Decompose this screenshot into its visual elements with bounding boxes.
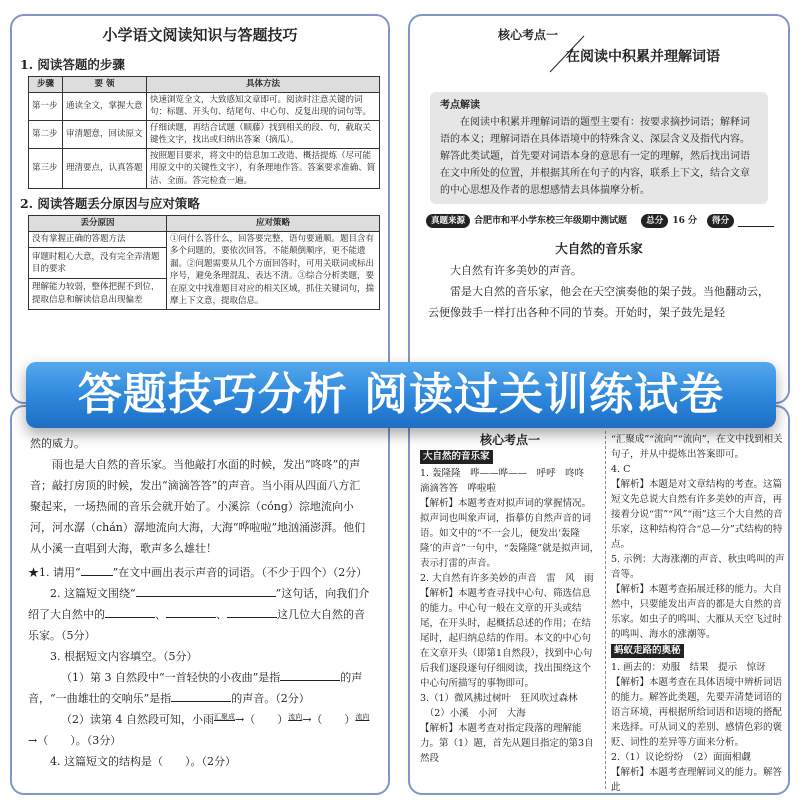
question-text: ”这句话，向我们介绍了大自然中的 (28, 587, 370, 621)
answer-column-left (420, 432, 600, 766)
question-text: 3. 根据短文内容填空。（5分） (50, 650, 198, 663)
paragraph: 大自然有许多美妙的声音。 (450, 264, 582, 277)
steps-table (28, 76, 380, 189)
col-header: 要 领 (63, 77, 147, 93)
box-text: 在阅读中积累并理解词语的题型主要有：按要求摘抄词语；解释词语的本义；理解词语在具体语境中的特殊含义、深层含义及指代内容。解答此类试题，首先要对词语本身的意思有一定的理解，然后找出词语在文中所处的位置，并根据其所在句子的内容，联系上下文，结合文章的中心思想及作者的思想感情去具体揣摩分析。 (440, 117, 750, 196)
col-header: 步骤 (29, 77, 63, 93)
question-text: 的声音，“一曲雄壮的交响乐”是指 (28, 671, 363, 705)
answer: 2. 大自然有许多美妙的声音 雷 风 雨 (420, 573, 594, 584)
question-text: ”在文中画出表示声音的词语。（不少于四个）（2分） (112, 566, 368, 579)
cell: 审题时粗心大意，没有完全弄清题目的要求 (29, 248, 167, 279)
source-text: 合肥市和平小学东校三年级期中测试题 (474, 216, 628, 226)
exercise-page (10, 405, 390, 795)
total-tag: 总分 (641, 214, 668, 228)
analysis: 【解析】本题考查对拟声词的掌握情况。拟声词也叫象声词，指摹仿自然声音的词语。如文中的“不一会儿，便发出‘轰隆隆’的声音”一句中，“轰隆隆”就是拟声词，表示打雷的声音。 (420, 498, 600, 569)
table-row (29, 92, 380, 120)
section-heading: 2. 阅读答题丢分原因与应对策略 (20, 196, 200, 211)
explanation-box (430, 92, 768, 204)
analysis: 【解析】本题考查理解词义的能力。解答此 (611, 767, 783, 793)
cell: 理解能力较弱，整体把握不到位，提取信息和解读信息出现偏差 (29, 278, 167, 309)
answer-blank[interactable] (105, 606, 155, 618)
score-blank[interactable] (738, 215, 774, 227)
questions: ★1. 请用“ ”在文中画出表示声音的词语。（不少于四个）（2分） 2. 这篇短文围绕“ ”这句话，向我们介绍了大自然中的 、 、 这几位大自然的音乐家。（5分） 3. 根据短文内容填空。（5分） （1）第 3 自然段中“一首轻快的小夜曲”是指 的声音，“一曲雄壮的交响乐”是指 的声音。（2分） （2）读第 4 自然段可知，小雨$^{汇聚成}$→（ ）$^{流向}$→（ ）$^{流向}$→（ ）。（3分） 4. 这篇短文的结构是（ ）。（2分） (12, 562, 388, 772)
col-header: 具体方法 (147, 77, 380, 93)
story-text (410, 260, 788, 323)
core-point-header (410, 16, 788, 88)
core-point-title: 在阅读中积累并理解词语 (566, 49, 720, 65)
answer-blank[interactable] (81, 564, 113, 576)
cell: 审清题意，回读原文 (63, 120, 147, 148)
promo-banner: 答题技巧分析 阅读过关训练试卷 (26, 362, 776, 428)
score-tag: 得分 (707, 214, 734, 228)
question-text: 4. 这篇短文的结构是（ ）。（2分） (50, 755, 236, 768)
core-point-label: 核心考点一 (498, 28, 559, 42)
cell: 按照题目要求，将文中的信息加工改造、概括提炼（尽可能用原文中的关键性文字），有条理地作答。答案要求准确、简洁、全面。答完检查一遍。 (147, 148, 380, 189)
paragraph: 雷是大自然的音乐家，他会在天空演奏他的架子鼓。当他翻动云，云便像鼓手一样打出各种不同的节奏。开始时，架子鼓先是轻 (428, 285, 769, 319)
col-header: 应对策略 (167, 216, 380, 232)
arrow-label: 流向 (288, 713, 303, 721)
page-title: 小学语文阅读知识与答题技巧 (102, 26, 298, 44)
answer: 2.（1）议论纷纷 （2）面面相觑 (611, 752, 751, 763)
question-text: （1）第 3 自然段中“一首轻快的小夜曲”是指 (61, 671, 281, 684)
answer-blank[interactable] (166, 606, 216, 618)
answer: 1. 画去的：劝服 结果 提示 惊讶 (611, 662, 766, 673)
core-point-label: 核心考点一 (479, 433, 540, 447)
answer-column-right (611, 432, 785, 795)
arrow-label: 流向 (355, 713, 370, 721)
question-text: （2）读第 4 自然段可知，小雨 (61, 713, 214, 726)
answer-blank[interactable] (227, 606, 277, 618)
table-row (29, 231, 380, 248)
question-text: 2. 这篇短文围绕“ (50, 587, 136, 600)
analysis: “汇聚成”“流向”“流向”，在文中找到相关句子，并从中提炼出答案即可。 (611, 434, 783, 460)
answer-blank[interactable] (280, 669, 340, 681)
answer-blank[interactable] (171, 690, 231, 702)
cell: 第一步 (29, 92, 63, 120)
table-row (29, 148, 380, 189)
cell: 理清要点，认真答题 (63, 148, 147, 189)
source-tag: 真题来源 (426, 214, 470, 228)
table-row (29, 120, 380, 148)
source-line (426, 214, 774, 228)
question-text: 的声音。（2分） (231, 692, 310, 705)
analysis: 【解析】本题考查拓展迁移的能力。大自然中，只要能发出声音的都是大自然的音乐家。如虫子的鸣叫、大雁从天空飞过时的鸣叫、海水的涨潮等。 (611, 584, 783, 640)
question-text: 这几位大自然的音乐家。（5分） (28, 608, 365, 642)
answer-page (408, 405, 790, 795)
cell: 快速浏览全文，大致感知文章即可。阅读时注意关键的词句：标题、开头句、结尾句、中心句、反复出现的词句等。 (147, 92, 380, 120)
answer: （2）小溪 小河 大海 (420, 708, 526, 719)
column-divider (605, 431, 606, 789)
paragraph: 雨也是大自然的音乐家。当他敲打水面的时候，发出“咚咚”的声音；敲打房顶的时候，发出“滴滴答答”的声音。当小雨从四面八方汇聚起来，一场热闹的音乐会就开始了。小溪淙（cóng）淙地流向小河，河水潺（chán）潺地流向大海，大海“哗啦啦”地汹涌澎湃。他们从小溪一直唱到大海，歌声多么雄壮！ (30, 458, 366, 555)
box-title: 考点解读 (440, 100, 480, 111)
section-tag: 蚂蚁走路的奥秘 (611, 644, 684, 658)
cell: ①问什么答什么，回答要完整，语句要通顺。题目含有多个问题的，要依次回答，不能颠倒顺序，更不能遗漏。②问题需要从几个方面回答时，可用关联词或标出序号，避免条理混乱、表达不清。③综合分析类题，要在原文中找准题目对应的相关区域，抓住关键词句，揣摩上下文意，提取信息。 (167, 231, 380, 309)
answer-blank[interactable] (136, 585, 276, 597)
analysis: 【解析】本题是对文章结构的考查。这篇短文先总说大自然有许多美妙的声音，再接着分说“雷”“风”“雨”这三个大自然的音乐家，这种结构符合“总—分”式结构的特点。 (611, 479, 783, 550)
answer: 3.（1）微风拂过树叶 狂风吹过森林 (420, 693, 578, 704)
cell: 第三步 (29, 148, 63, 189)
total-score: 16 分 (672, 216, 697, 226)
answer: 5. 示例：大海涨潮的声音、秋虫鸣叫的声音等。 (611, 554, 785, 580)
analysis: 【解析】本题考查在具体语境中辨析词语的能力。解答此类题，先要弄清楚词语的语言环境，再根据所给词语和语境的搭配来选择。可从词义的差别、感情色彩的褒贬、词性的差异等方面来分析。 (611, 677, 783, 748)
analysis: 【解析】本题考查寻找中心句、筛选信息的能力。中心句一般在文章的开头或结尾，在开头时，起概括总述的作用；在结尾时，起归纳总结的作用。本文的中心句在文章开头（即第1自然段），找到中心句后我们逐段逐句仔细阅读，找出围绕这个中心句所描写的事物即可。 (420, 588, 593, 689)
cell: 第二步 (29, 120, 63, 148)
question-text: ★1. 请用“ (28, 566, 81, 579)
paragraph: 然的威力。 (30, 437, 85, 450)
story-title: 大自然的音乐家 (555, 241, 643, 256)
reading-tips-page (10, 14, 390, 404)
core-point-page (408, 14, 790, 404)
arrow-label: 汇聚成 (214, 713, 235, 721)
cell: 通读全文，掌握大意 (63, 92, 147, 120)
cell: 仔细读题，再结合试题（顺藤）找到相关的段、句，截取关键性文字，找出或归纳出答案（摘瓜）。 (147, 120, 380, 148)
answer: 1. 轰隆隆 哗——哗—— 呼呼 咚咚 滴滴答答 哗啦啦 (420, 468, 594, 494)
question-text: （3分） (86, 734, 122, 747)
section-heading: 1. 阅读答题的步骤 (20, 57, 125, 72)
col-header: 丢分原因 (29, 216, 167, 232)
section-tag: 大自然的音乐家 (420, 450, 493, 464)
answer: 4. C (611, 464, 631, 475)
strategy-table (28, 215, 380, 310)
cell: 没有掌握正确的答题方法 (29, 231, 167, 248)
analysis: 【解析】本题考查对指定段落的理解能力。第（1）题，首先从题目指定的第3自然段 (420, 723, 594, 764)
story-text (12, 433, 388, 559)
